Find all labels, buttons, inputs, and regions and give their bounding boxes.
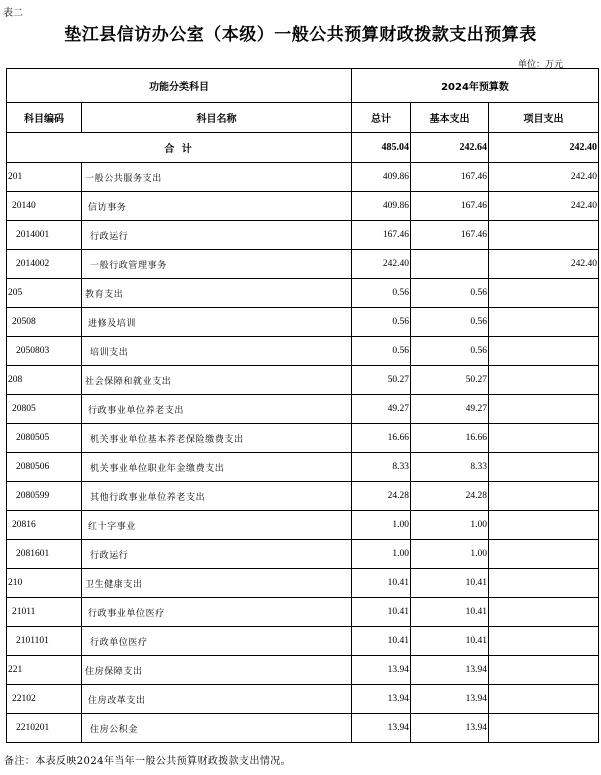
cell-project [489,627,599,656]
table-row [7,366,599,395]
cell-code: 2014002 [7,250,82,279]
cell-project [489,685,599,714]
table-row [7,598,599,627]
cell-name: 进修及培训 [82,308,352,337]
header-name: 科目名称 [82,103,352,133]
header-row-group [7,69,599,103]
cell-basic: 49.27 [411,395,489,424]
cell-name: 一般行政管理事务 [82,250,352,279]
cell-name: 住房改革支出 [82,685,352,714]
footnote: 备注：本表反映2024年当年一般公共预算财政拨款支出情况。 [4,756,292,767]
cell-project [489,598,599,627]
cell-code: 201 [7,163,82,192]
header-category-group: 功能分类科目 [7,69,352,103]
table-row [7,192,599,221]
total-label: 合 计 [7,133,352,163]
cell-name: 一般公共服务支出 [82,163,352,192]
cell-basic: 10.41 [411,598,489,627]
table-row [7,250,599,279]
table-row [7,540,599,569]
cell-basic: 0.56 [411,279,489,308]
cell-project [489,540,599,569]
cell-project [489,424,599,453]
table-row [7,279,599,308]
cell-total: 13.94 [352,656,411,685]
cell-code: 208 [7,366,82,395]
cell-basic: 167.46 [411,163,489,192]
cell-name: 行政单位医疗 [82,627,352,656]
cell-name: 行政事业单位医疗 [82,598,352,627]
cell-total: 10.41 [352,598,411,627]
cell-total: 16.66 [352,424,411,453]
cell-basic: 0.56 [411,308,489,337]
cell-project: 242.40 [489,163,599,192]
cell-basic: 50.27 [411,366,489,395]
cell-code: 2050803 [7,337,82,366]
table-row [7,714,599,743]
cell-name: 其他行政事业单位养老支出 [82,482,352,511]
cell-total: 13.94 [352,714,411,743]
cell-name: 卫生健康支出 [82,569,352,598]
cell-total: 50.27 [352,366,411,395]
cell-project [489,656,599,685]
cell-total: 0.56 [352,337,411,366]
header-total: 总计 [352,103,411,133]
cell-code: 21011 [7,598,82,627]
cell-code: 205 [7,279,82,308]
cell-name: 住房保障支出 [82,656,352,685]
cell-name: 机关事业单位基本养老保险缴费支出 [82,424,352,453]
table-row [7,482,599,511]
cell-name: 行政运行 [82,221,352,250]
table-row [7,424,599,453]
cell-basic: 10.41 [411,569,489,598]
cell-basic: 8.33 [411,453,489,482]
cell-basic: 13.94 [411,685,489,714]
cell-code: 2080505 [7,424,82,453]
cell-total: 10.41 [352,569,411,598]
budget-table [6,68,599,743]
cell-name: 教育支出 [82,279,352,308]
table-row [7,395,599,424]
total-total: 485.04 [352,133,411,163]
table-row [7,453,599,482]
cell-basic: 16.66 [411,424,489,453]
cell-total: 1.00 [352,511,411,540]
total-project: 242.40 [489,133,599,163]
cell-name: 行政事业单位养老支出 [82,395,352,424]
cell-code: 2080599 [7,482,82,511]
cell-project [489,279,599,308]
cell-basic: 1.00 [411,540,489,569]
cell-code: 2081601 [7,540,82,569]
header-row-columns [7,103,599,133]
cell-code: 22102 [7,685,82,714]
cell-project [489,714,599,743]
cell-total: 242.40 [352,250,411,279]
table-row [7,221,599,250]
cell-name: 住房公积金 [82,714,352,743]
table-row [7,337,599,366]
cell-name: 红十字事业 [82,511,352,540]
cell-total: 24.28 [352,482,411,511]
cell-project [489,308,599,337]
header-code: 科目编码 [7,103,82,133]
cell-name: 培训支出 [82,337,352,366]
cell-project: 242.40 [489,250,599,279]
cell-code: 221 [7,656,82,685]
cell-total: 167.46 [352,221,411,250]
cell-code: 20805 [7,395,82,424]
cell-total: 49.27 [352,395,411,424]
cell-basic: 167.46 [411,221,489,250]
table-row [7,163,599,192]
cell-basic: 167.46 [411,192,489,221]
cell-name: 信访事务 [82,192,352,221]
cell-name: 社会保障和就业支出 [82,366,352,395]
cell-code: 20508 [7,308,82,337]
cell-code: 210 [7,569,82,598]
table-row [7,569,599,598]
cell-basic: 13.94 [411,656,489,685]
cell-code: 2080506 [7,453,82,482]
cell-total: 0.56 [352,308,411,337]
cell-basic: 13.94 [411,714,489,743]
cell-basic: 1.00 [411,511,489,540]
cell-project [489,221,599,250]
cell-project [489,569,599,598]
cell-total: 0.56 [352,279,411,308]
cell-total: 10.41 [352,627,411,656]
cell-code: 2101101 [7,627,82,656]
header-basic: 基本支出 [411,103,489,133]
cell-project: 242.40 [489,192,599,221]
cell-name: 行政运行 [82,540,352,569]
cell-code: 20816 [7,511,82,540]
cell-project [489,482,599,511]
table-row [7,627,599,656]
header-project: 项目支出 [489,103,599,133]
cell-basic: 10.41 [411,627,489,656]
table-row [7,656,599,685]
cell-code: 20140 [7,192,82,221]
cell-project [489,366,599,395]
cell-total: 8.33 [352,453,411,482]
header-budget-group: 2024年预算数 [352,69,599,103]
total-basic: 242.64 [411,133,489,163]
cell-total: 409.86 [352,163,411,192]
cell-code: 2014001 [7,221,82,250]
sheet-label: 表二 [3,8,23,19]
cell-basic [411,250,489,279]
table-row [7,308,599,337]
cell-total: 409.86 [352,192,411,221]
total-row [7,133,599,163]
table-row [7,685,599,714]
cell-total: 1.00 [352,540,411,569]
cell-code: 2210201 [7,714,82,743]
table-row [7,511,599,540]
cell-project [489,511,599,540]
cell-basic: 0.56 [411,337,489,366]
cell-name: 机关事业单位职业年金缴费支出 [82,453,352,482]
cell-basic: 24.28 [411,482,489,511]
cell-total: 13.94 [352,685,411,714]
cell-project [489,453,599,482]
cell-project [489,337,599,366]
unit-label: 单位：万元 [517,60,563,70]
cell-project [489,395,599,424]
page-title: 垫江县信访办公室（本级）一般公共预算财政拨款支出预算表 [64,25,537,45]
